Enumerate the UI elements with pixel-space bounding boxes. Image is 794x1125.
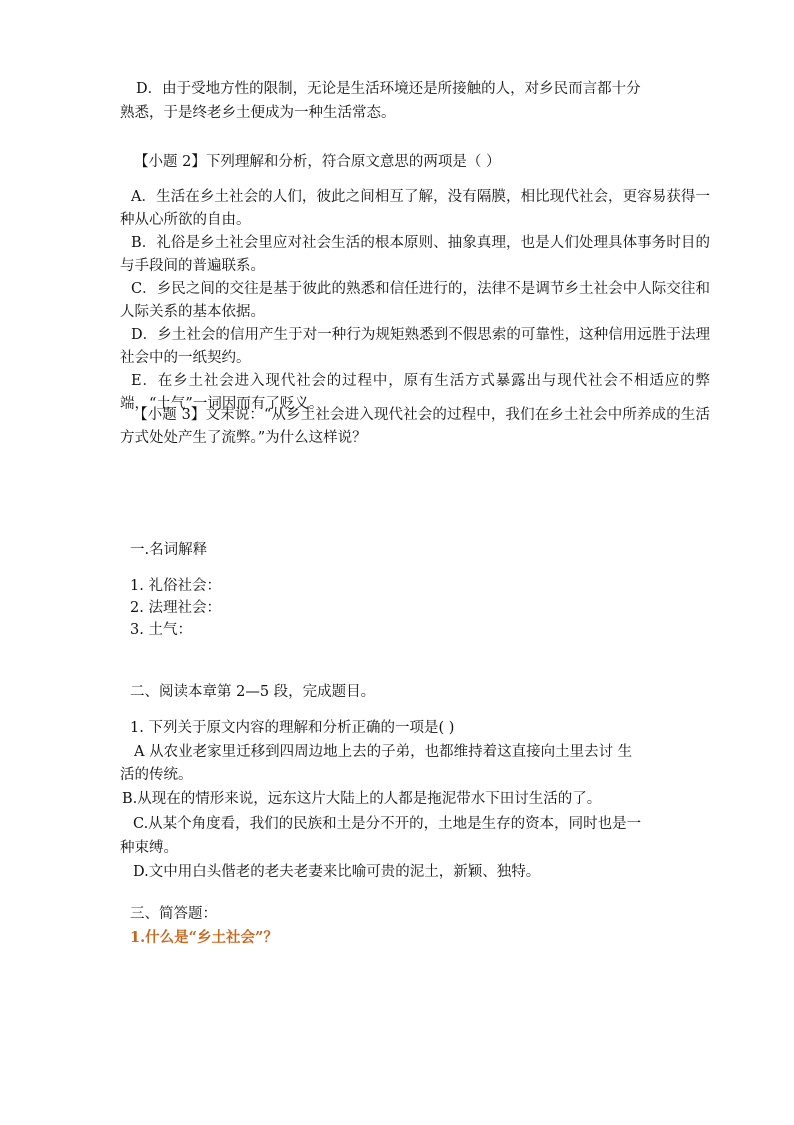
section1-heading: 一.名词解释 xyxy=(130,542,208,558)
q2-stem: 【小题 2】下列理解和分析，符合原文意思的两项是（ ） xyxy=(134,154,501,170)
q2-option-c: C．乡民之间的交往是基于彼此的熟悉和信任进行的，法律不是调节乡土社会中人际交往和人际关系的基本依据。 xyxy=(120,281,710,320)
section2-option-d: D.文中用白头偕老的老夫老妻来比喻可贵的泥土，新颖、独特。 xyxy=(133,864,541,880)
q2-option-b: B．礼俗是乡土社会里应对社会生活的根本原则、抽象真理，也是人们处理具体事务时目的与手段间的普遍联系。 xyxy=(120,235,710,274)
q2-option-d: D．乡土社会的信用产生于对一种行为规矩熟悉到不假思索的可靠性，这种信用远胜于法理社会中的一纸契约。 xyxy=(120,327,710,366)
section1-item-3: 3. 土气： xyxy=(130,622,192,638)
section1-item-2: 2. 法理社会： xyxy=(130,600,221,616)
q3-stem: 【小题 3】文末说：“从乡土社会进入现代社会的过程中，我们在乡土社会中所养成的生活方式处处产生了流弊。”为什么这样说？ xyxy=(120,407,710,446)
section2-option-b: B.从现在的情形来说，远东这片大陆上的人都是拖泥带水下田讨生活的了。 xyxy=(122,791,602,807)
section3-heading: 三、简答题： xyxy=(130,906,217,922)
q1-option-d-line2: 熟悉，于是终老乡土便成为一种生活常态。 xyxy=(120,105,396,121)
section2-option-c-line1: C.从某个角度看，我们的民族和土是分不开的，土地是生存的资本，同时也是一 xyxy=(133,816,642,832)
q1-option-d-line1: D．由于受地方性的限制，无论是生活环境还是所接触的人，对乡民而言都十分 xyxy=(136,81,641,97)
q2-options xyxy=(120,186,710,416)
section1-item-1: 1. 礼俗社会： xyxy=(130,578,221,594)
section3-question: 1.什么是“乡土社会”？ xyxy=(130,929,278,946)
section2-question: 1. 下列关于原文内容的理解和分析正确的一项是( ) xyxy=(130,720,455,736)
section2-option-c-line2: 种束缚。 xyxy=(120,840,178,856)
section2-option-a-line1: A 从农业老家里迁移到四周边地上去的子弟，也都维持着这直接向土里去讨 生 xyxy=(134,744,633,760)
section2-option-a-line2: 活的传统。 xyxy=(120,767,193,783)
q2-option-a: A．生活在乡土社会的人们，彼此之间相互了解，没有隔膜，相比现代社会，更容易获得一种从心所欲的自由。 xyxy=(120,189,710,228)
q2-option-e: E．在乡土社会进入现代社会的过程中，原有生活方式暴露出与现代社会不相适应的弊端，“土气”一词因而有了贬义。 xyxy=(120,373,710,412)
section2-heading: 二、阅读本章第 2—5 段，完成题目。 xyxy=(130,684,376,700)
